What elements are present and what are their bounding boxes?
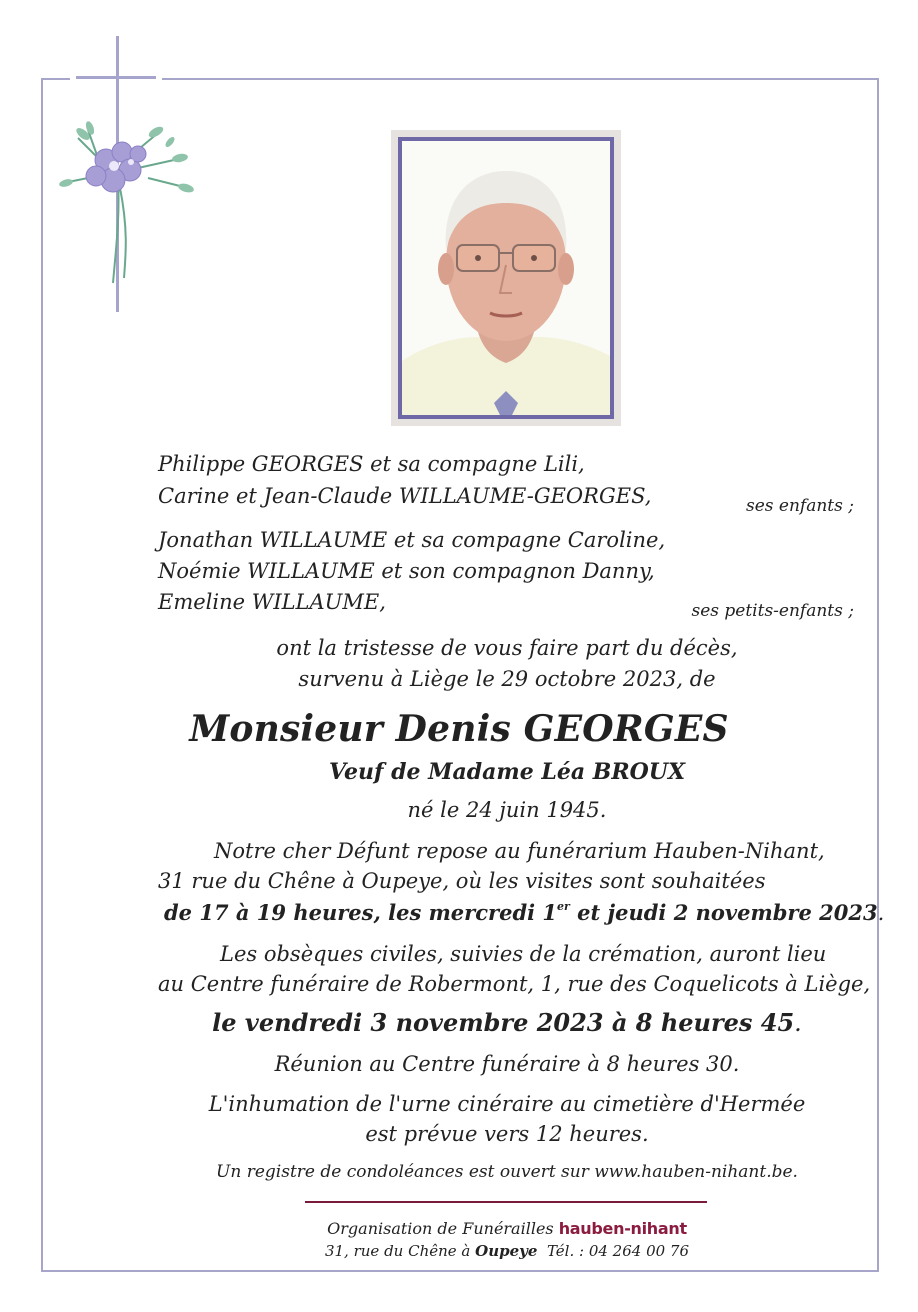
deceased-name: Monsieur Denis GEORGES	[189, 708, 729, 750]
grandchildren-line-2: Noémie WILLAUME et son compagnon Danny,	[158, 559, 655, 583]
children-line-2: Carine et Jean-Claude WILLAUME-GEORGES,	[158, 484, 652, 508]
announcement-line-2: survenu à Liège le 29 octobre 2023, de	[298, 667, 716, 691]
gathering-info: Réunion au Centre funéraire à 8 heures 30.	[274, 1052, 740, 1076]
visits-line-1: Notre cher Défunt repose au funérarium Hauben-Nihant,	[214, 839, 825, 863]
ceremony-line-2: au Centre funéraire de Robermont, 1, rue des Coquelicots à Liège,	[158, 972, 871, 996]
visits-line-2: 31 rue du Chêne à Oupeye, où les visites sont souhaitées	[158, 869, 766, 893]
burial-line-2: est prévue vers 12 heures.	[365, 1122, 649, 1146]
grandchildren-line-1: Jonathan WILLAUME et sa compagne Caroline,	[158, 528, 666, 552]
burial-line-1: L'inhumation de l'urne cinéraire au cimetière d'Hermée	[208, 1092, 806, 1116]
grandchildren-relation-label: ses petits-enfants ;	[691, 601, 854, 621]
brand-logo-text: hauben-nihant	[558, 1219, 687, 1238]
portrait-photo	[398, 137, 614, 419]
footer-address: 31, rue du Chêne à Oupeye Tél. : 04 264 00 76	[324, 1242, 690, 1260]
children-line-1: Philippe GEORGES et sa compagne Lili,	[158, 452, 585, 476]
footer-organisation: Organisation de Funérailles hauben-nihant	[327, 1219, 687, 1238]
footer-divider	[305, 1201, 707, 1203]
deceased-spouse: Veuf de Madame Léa BROUX	[328, 759, 686, 785]
portrait-frame	[391, 130, 621, 426]
cross-horizontal-bar	[76, 76, 156, 79]
visits-schedule: de 17 à 19 heures, les mercredi 1er et jeudi 2 novembre 2023.	[164, 900, 885, 925]
cross-with-flowers-icon	[58, 118, 198, 288]
condolences-notice: Un registre de condoléances est ouvert sur www.hauben-nihant.be.	[216, 1162, 798, 1182]
grandchildren-line-3: Emeline WILLAUME,	[158, 590, 386, 614]
ceremony-line-1: Les obsèques civiles, suivies de la crémation, auront lieu	[220, 942, 827, 966]
children-relation-label: ses enfants ;	[746, 496, 854, 516]
ceremony-date: le vendredi 3 novembre 2023 à 8 heures 45.	[212, 1008, 802, 1037]
announcement-line-1: ont la tristesse de vous faire part du décès,	[276, 636, 738, 660]
deceased-birth: né le 24 juin 1945.	[407, 798, 607, 822]
